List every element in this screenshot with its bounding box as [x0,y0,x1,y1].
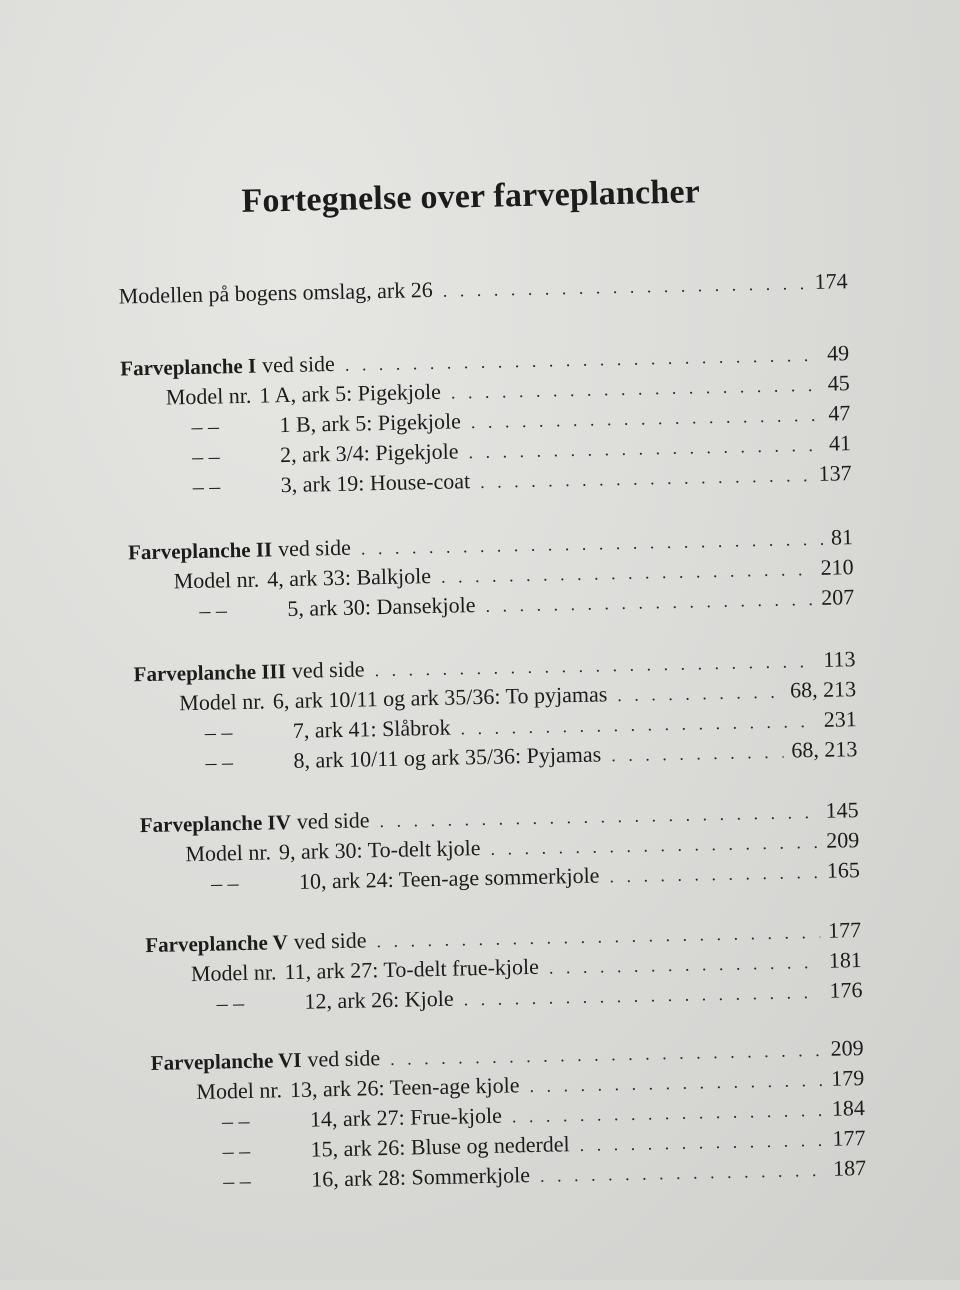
model-page: 177 [832,1125,866,1151]
ditto-mark: – – [221,1107,250,1134]
leader-dots [549,952,821,979]
ditto-mark: – – [191,413,220,439]
plate-page: 177 [827,917,862,943]
plate-page: 49 [826,340,850,366]
leader-dots [611,742,784,767]
plate-title: Farveplanche VI [150,1047,302,1075]
leader-dots [376,922,820,952]
model-text: 14, ark 27: Frue-kjole [309,1102,503,1132]
model-text: 8, ark 10/11 og ark 35/36: Pyjamas [293,741,602,773]
leader-dots [441,559,813,588]
model-page: 45 [827,370,850,396]
plate-suffix: ved side [293,927,367,954]
ditto-mark: – – [191,443,220,469]
ditto-mark: – – [204,719,233,745]
ditto-mark: – – [199,597,228,623]
plate-page: 145 [825,797,859,823]
leader-dots [529,1070,823,1097]
leader-dots [443,273,807,302]
cover-entry-label: Modellen på bogens omslag, ark 26 [118,276,433,309]
plate-title: Farveplanche III [133,659,287,687]
plate-page: 209 [830,1035,864,1061]
model-text: 6, ark 10/11 og ark 35/36: To pyjamas [272,681,608,714]
model-page: 231 [823,706,857,732]
model-text: 7, ark 41: Slåbrok [292,714,451,743]
model-text: 1 B, ark 5: Pigekjole [279,408,462,438]
leader-dots [460,711,816,739]
ditto-mark: – – [223,1167,252,1194]
model-page: 41 [828,430,852,456]
model-lead: Model nr. [196,1077,283,1105]
ditto-mark: – – [205,749,234,775]
ditto-mark: – – [192,473,221,499]
model-page: 210 [820,554,854,580]
model-text: 16, ark 28: Sommerkjole [310,1162,531,1192]
model-lead: Model nr. [165,382,252,410]
ditto-mark: – – [222,1137,251,1164]
model-page: 165 [826,857,861,883]
plate-page: 113 [823,646,856,672]
model-lead: Model nr. [178,688,266,716]
leader-dots [617,682,782,706]
leader-dots [540,1160,826,1187]
leader-dots [579,1130,824,1156]
model-page: 179 [830,1065,865,1091]
model-lead: Model nr. [173,566,260,594]
model-text: 2, ark 3/4: Pigekjole [279,438,459,468]
model-page: 47 [828,400,851,426]
leader-dots [374,651,815,681]
model-text: 5, ark 30: Dansekjole [287,592,476,622]
model-lead: Model nr. [190,959,277,987]
plate-title: Farveplanche II [127,537,273,565]
model-page: 68, 213 [789,676,857,703]
ditto-mark: – – [216,990,245,1016]
leader-dots [451,375,820,404]
model-text: 11, ark 27: To-delt frue-kjole [284,953,540,985]
cover-entry-page: 174 [814,268,848,294]
plate-suffix: ved side [296,807,370,834]
leader-dots [480,465,811,493]
leader-dots [361,529,824,560]
plate-page: 81 [830,524,854,550]
model-page: 187 [832,1155,867,1181]
model-page: 207 [820,584,855,610]
model-lead: Model nr. [185,839,272,867]
leader-dots [471,405,821,433]
model-text: 13, ark 26: Teen-age kjole [289,1072,520,1103]
leader-dots [345,345,820,376]
model-page: 68, 213 [791,736,858,763]
plate-suffix: ved side [307,1045,381,1072]
model-text: 12, ark 26: Kjole [304,985,454,1014]
model-page: 137 [818,460,852,486]
page-title: Fortegnelse over farveplancher [241,173,701,220]
leader-dots [379,802,818,832]
model-text: 9, ark 30: To-delt kjole [278,835,481,865]
leader-dots [609,862,819,887]
model-text: 10, ark 24: Teen-age sommerkjole [298,862,600,894]
leader-dots [485,589,813,617]
leader-dots [512,1100,825,1128]
model-page: 184 [831,1095,866,1121]
model-text: 3, ark 19: House-coat [280,468,471,498]
model-page: 181 [828,947,863,973]
leader-dots [390,1040,823,1070]
model-text: 1 A, ark 5: Pigekjole [259,378,442,408]
plate-title: Farveplanche IV [139,810,292,838]
cover-entry [118,268,847,311]
plate-title: Farveplanche I [119,353,257,381]
plate-suffix: ved side [261,350,336,378]
leader-dots [468,435,821,463]
model-text: 15, ark 26: Bluse og nederdel [310,1131,570,1162]
plate-suffix: ved side [291,656,365,683]
leader-dots [490,832,818,860]
model-page: 176 [829,977,863,1003]
model-text: 4, ark 33: Balkjole [266,563,432,592]
plate-suffix: ved side [277,534,352,562]
model-page: 209 [826,827,860,853]
ditto-mark: – – [210,870,239,896]
plate-title: Farveplanche V [145,930,289,958]
leader-dots [463,982,821,1010]
